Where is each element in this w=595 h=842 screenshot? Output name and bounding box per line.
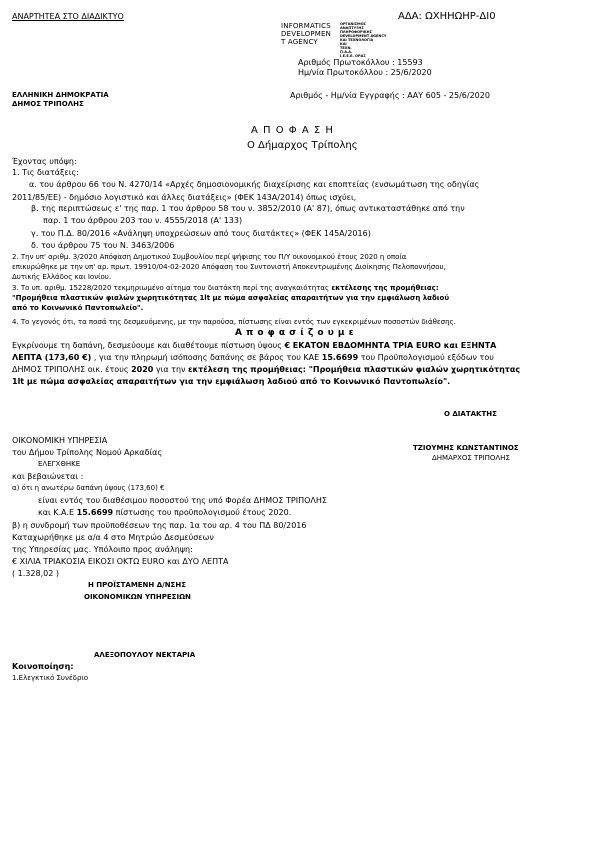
logo-small-4: DEVELOPMENT AGENCY (340, 34, 387, 38)
decision-line2 (12, 353, 494, 363)
logo-line-2: DEVELOPMEN (281, 30, 332, 38)
item-1d: δ. του άρθρου 75 του Ν. 3463/2006 (31, 241, 175, 250)
finance-municipality: του Δήμου Τρίπολης Νομού Αρκαδίας (12, 448, 163, 457)
decision-text-4: ΔΗΜΟΣ ΤΡΙΠΟΛΗΣ οικ. έτους (12, 365, 132, 374)
decision-year: 2020 (131, 365, 154, 374)
signatory-title: ΔΗΜΑΡΧΟΣ ΤΡΙΠΟΛΗΣ (432, 454, 510, 462)
finance-certified: και βεβαιώνεται : (12, 472, 84, 481)
finance-kae-text: πίστωσης του προϋπολογισμού έτους 2020. (113, 508, 292, 517)
protocol-number: Αριθμός Πρωτοκόλλου : 15593 (298, 58, 423, 67)
logo-line-3: T AGENCY (281, 38, 318, 46)
considerations-intro: Έχοντας υπόψη: (12, 157, 77, 166)
org-name: ΕΛΛΗΝΙΚΗ ΔΗΜΟΚΡΑΤΙΑ (12, 91, 109, 99)
decision-text-3: του Προϋπολογισμού εξόδων του (358, 353, 494, 362)
finance-a-line1: α) ότι η ανωτέρω δαπάνη ύψους (173,60) € (12, 484, 165, 492)
finance-remaining-amount: ( 1.328,02 ) (12, 569, 59, 578)
decision-kae: 15.6699 (321, 353, 359, 362)
finance-kae-label: και Κ.Α.Ε (38, 508, 77, 517)
finance-head-name: ΑΛΕΞΟΠΟΥΛΟΥ ΝΕΚΤΑΡΙΑ (94, 651, 196, 659)
finance-b: β) η συνδρομή των προϋποθέσεων της παρ. 1α του αρ. 4 του ΠΔ 80/2016 (12, 521, 307, 530)
logo-small-9: Ι.Ε.Ε.Ε. ΟΡΑΣ (340, 54, 366, 58)
item-3-line2: "Προμήθεια πλαστικών φιαλών χωρητικότητας 1lt με πώμα ασφαλείας απαραιτήτων για την εμφιάλωση λαδιού (12, 294, 450, 302)
decision-text-5: για την (153, 365, 189, 374)
item-2-line1: 2. Την υπ' αριθμ. 3/2020 Απόφαση Δημοτικού Συμβουλίου περί ψήφισης του Π/Υ οικονομικού έτους 2020 η οποία (12, 253, 407, 261)
item-2-line3: Δυτικής Ελλάδος και Ιονίου. (12, 273, 112, 281)
item-1c: γ. του Π.Δ. 80/2016 «Ανάληψη υποχρεώσεων από τους διατάκτες» (ΦΕΚ 145Α/2016) (31, 229, 371, 238)
finance-service: ΟΙΚΟΝΟΜΙΚΗ ΥΠΗΡΕΣΙΑ (12, 436, 108, 445)
registry-number: Αριθμός - Ημ/νία Εγγραφής : ΑΑΥ 605 - 25/6/2020 (290, 91, 490, 100)
finance-checked: ΕΛΕΓΧΘΗΚΕ (38, 460, 81, 468)
decision-amount-words: € ΕΚΑΤΟΝ ΕΒΔΟΜΗΝΤΑ ΤΡΙΑ EURO και ΕΞΗΝΤΑ (284, 341, 497, 350)
finance-service2: της Υπηρεσίας μας. Υπόλοιπο προς ανάληψη: (12, 545, 193, 554)
logo-small-5: ΚΑΙ ΤΕΧΝΟΛΟΓΙΑ (340, 38, 374, 42)
finance-a-line2: είναι εντός του διαθέσιμου ποσοστού της υπό Φορέα ΔΗΜΟΣ ΤΡΙΠΟΛΗΣ (38, 496, 327, 505)
decision-line1 (12, 341, 496, 351)
protocol-date: Ημ/νία Πρωτοκόλλου : 25/6/2020 (298, 68, 432, 77)
posted-online-label: ΑΝΑΡΤΗΤΕΑ ΣΤΟ ΔΙΑΔΙΚΤΥΟ (12, 12, 124, 21)
logo-small-1: ΟΡΓΑΝΙΣΜΟΣ (340, 22, 366, 26)
notification-item-1: 1.Ελεγκτικό Συνέδριο (12, 674, 89, 682)
item-2-line2: επικυρώθηκε με την υπ' αρ. πρωτ. 19910/04-02-2020 Απόφαση του Συντονιστή Αποκεντρωμένης Διοίκησης Πελοποννήσου, (12, 263, 446, 271)
item-1a-line2: 2011/85/ΕΕ) - δημόσιο λογιστικό και άλλες διατάξεις» (ΦΕΚ 143Α/2014) όπως ισχύει, (12, 193, 357, 202)
item-3-bold: εκτέλεσης της προμήθειας: (331, 284, 439, 292)
finance-registration: Καταχωρήθηκε με α/α 4 στο Μητρώο Δεσμεύσεων (12, 533, 214, 542)
finance-head-title: Η ΠΡΟΪΣΤΑΜΕΝΗ Δ/ΝΣΗΣ (88, 581, 186, 589)
decision-text-2: , για την πληρωμή ισόποσης δαπάνης σε βάρος του ΚΑΕ (91, 353, 322, 362)
decision-amount: ΛΕΠΤΑ (173,60 €) (12, 353, 92, 362)
item-1a-line1: α. του άρθρου 66 του Ν. 4270/14 «Αρχές δημοσιονομικής διαχείρισης και εποπτείας (ενσωμάτωση της οδηγίας (29, 180, 480, 189)
municipality-name: ΔΗΜΟΣ ΤΡΙΠΟΛΗΣ (12, 100, 84, 108)
item-3-line1 (12, 284, 439, 293)
item-1b-line2: παρ. 1 του άρθρου 203 του ν. 4555/2018 (Α' 133) (43, 216, 243, 225)
logo-small-2: ΑΝΑΠΤΥΞΗΣ (340, 26, 364, 30)
page-subtitle: Ο Δήμαρχος Τρίπολης (247, 140, 358, 151)
decision-line4: 1lt με πώμα ασφαλείας απαραιτήτων για την εμφιάλωση λαδιού από το Κοινωνικό Παντοπωλείο". (12, 377, 451, 386)
item-1b-line1: β. της περιπτώσεως ε' της παρ. 1 του άρθρου 58 του ν. 3852/2010 (Α' 87), όπως αντικαταστάθηκε από την (31, 204, 465, 213)
item-3-text: 3. Το υπ. αριθμ. 15228/2020 τεκμηριωμένο αίτημα του διατάκτη περί της αναγκαιότητας (12, 284, 332, 292)
logo-small-3: ΠΛΗΡΟΦΟΡΙΚΗΣ (340, 30, 372, 34)
decision-text-1: Εγκρίνουμε τη δαπάνη, δεσμεύουμε και διαθέτουμε πίστωση ύψους (12, 341, 285, 350)
logo-small-6: ΚΑΙ (340, 42, 347, 46)
logo-line-1: INFORMATICS (281, 22, 331, 30)
item-4: 4. Το γεγονός ότι, τα ποσά της δεσμευόμενης, με την παρούσα, πίστωσης είναι εντός των εγκεκριμένων ποσοστών διάθεσης. (12, 318, 456, 326)
finance-kae: 15.6699 (76, 508, 114, 517)
item-3-line3: από το Κοινωνικό Παντοπωλείο". (12, 304, 144, 312)
signatory-name: ΤΖΙΟΥΜΗΣ ΚΩΝΣΤΑΝΤΙΝΟΣ (413, 444, 519, 452)
logo-small-7: ΤΕΧΝ. (340, 46, 352, 50)
finance-a-line3 (38, 508, 291, 518)
logo-small-8: Π.Α.Α. (340, 50, 353, 54)
item-1: 1. Τις διατάξεις: (12, 168, 79, 177)
finance-head-dept: ΟΙΚΟΝΟΜΙΚΩΝ ΥΠΗΡΕΣΙΩΝ (84, 593, 191, 601)
decision-heading: Α π ο φ α σ ί ζ ο υ μ ε (235, 328, 355, 338)
finance-remaining-words: € ΧΙΛΙΑ ΤΡΙΑΚΟΣΙΑ ΕΙΚΟΣΙ ΟΚΤΩ EURO και ΔΥΟ ΛΕΠΤΑ (12, 557, 229, 566)
notification-label: Κοινοποίηση: (12, 662, 74, 671)
page-title: Α Π Ο Φ Α Σ Η (251, 125, 334, 136)
decision-line3 (12, 365, 520, 375)
decision-procurement: εκτέλεση της προμήθειας: "Προμήθεια πλαστικών φιαλών χωρητικότητας (188, 365, 521, 374)
signatory-role: Ο ΔΙΑΤΑΚΤΗΣ (444, 410, 497, 418)
ada-code: ΑΔΑ: ΩΧΗΗΩΗΡ-ΔΙ0 (398, 11, 496, 22)
